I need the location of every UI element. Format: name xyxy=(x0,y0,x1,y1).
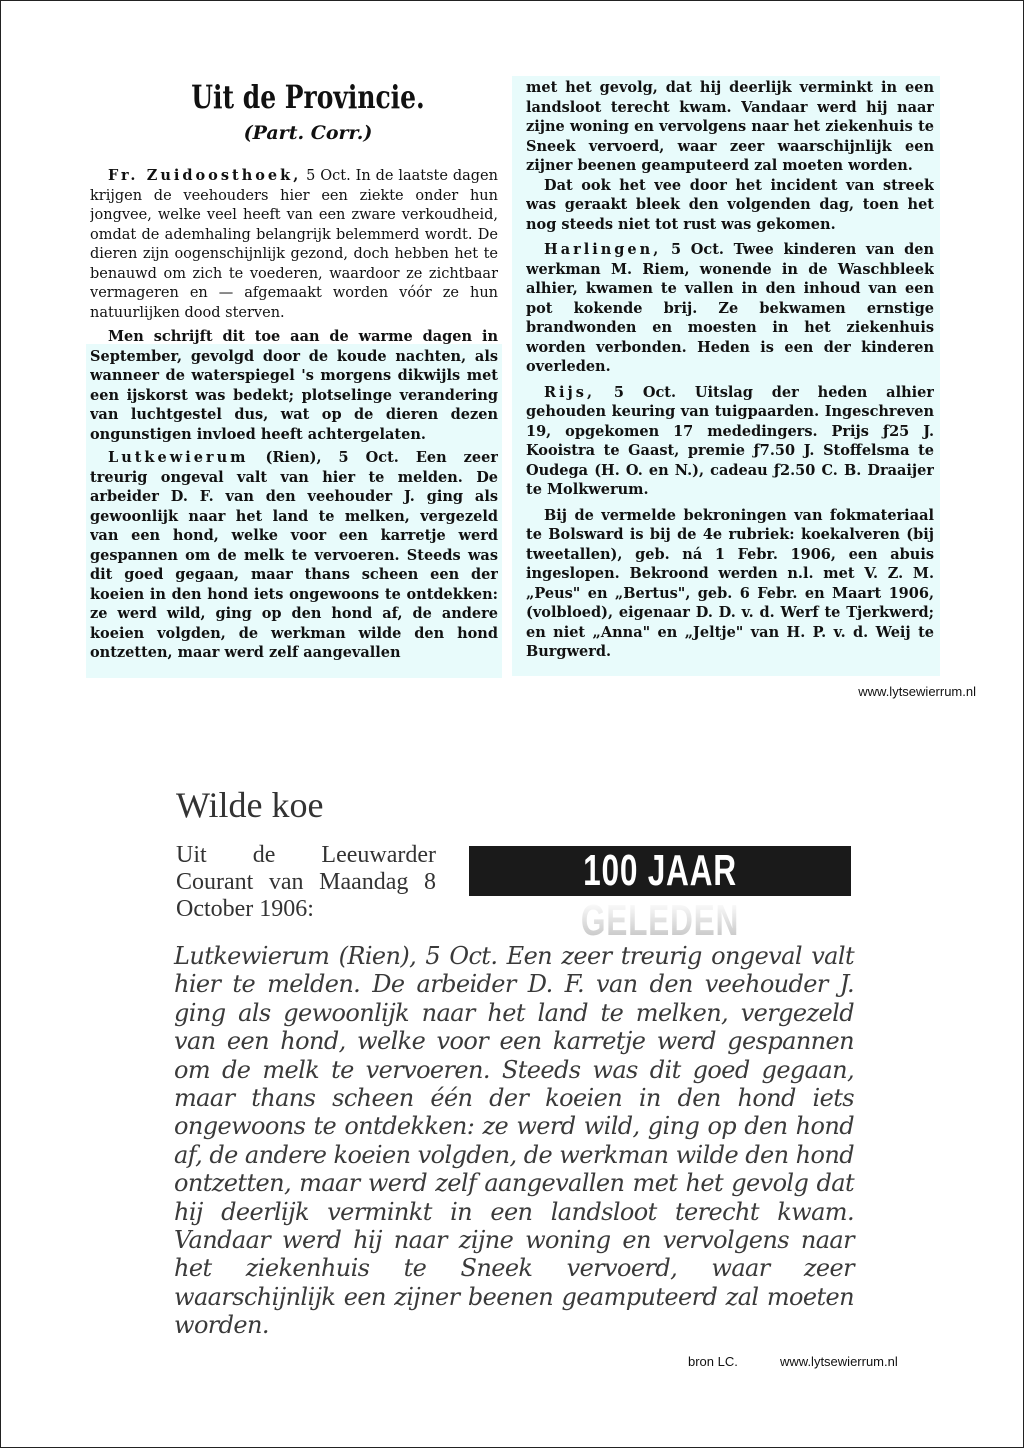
paragraph-gevolg: met het gevolg, dat hij deerlijk verminkt in een landsloot terecht kwam. Vandaar werd hij naar zijne woning en vervolgens naar het ziekenhuis te Sneek vervoerd, waar zeer waarschijnlijk een zijner beenen geamputeerd zal moeten worden. xyxy=(526,79,934,174)
source-label: bron LC. xyxy=(688,1354,738,1369)
story-body: Lutkewierum (Rien), 5 Oct. Een zeer treurig ongeval valt hier te melden. De arbeider D. F. van den veehouder J. ging als gewoonlijk naar het land te melken, vergezeld van een hond, welke voor een karretje werd gespannen om de melk te vervoeren. Steeds was dit goed gegaan, maar thans scheen één der koeien in den hond iets ongewoons te ontdekken: ze werd wild, ging op den hond af, de andere koeien volgden, de werkman wilde den hond ontzetten, maar werd zelf aangevallen met het gevolg dat hij deerlijk verminkt in een landsloot terecht kwam. Vandaar werd hij naar zijne woning en vervolgens naar het ziekenhuis te Sneek vervoerd, waar zeer waarschijnlijk een zijner beenen geamputeerd zal moeten worden. xyxy=(174,942,854,1340)
site-url-bottom: www.lytsewierrum.nl xyxy=(780,1354,898,1369)
paragraph-harlingen: Harlingen, 5 Oct. Twee kinderen van den werkman M. Riem, wonende in de Waschbleek alhier, kwamen te vallen in den inhoud van een pot kokende brij. Ze bekwamen ernstige brandwonden en moesten in het ziekenhuis worden verbonden. Heden is een der kinderen overleden. xyxy=(526,241,934,375)
paragraph-bolsward: Bij de vermelde bekroningen van fokmateriaal te Bolsward is bij de 4e rubriek: koekalveren (bij tweetallen), geb. ná 1 Febr. 1906, een abuis ingeslopen. Bekroond werden n.l. met V. Z. M. „Peus" en „Bertus", geb. 6 Febr. en Maart 1906, (volbloed), eigenaar D. D. v. d. Werf te Tjerkwerd; en niet „Anna" en „Jeltje" van H. P. v. d. Weij te Burgwerd. xyxy=(526,506,934,660)
site-url-top: www.lytsewierrum.nl xyxy=(858,684,976,699)
paragraph-vee: Dat ook het vee door het incident van streek was geraakt bleek den volgenden dag, toen het nog steeds niet tot rust was gekomen. xyxy=(526,176,934,233)
article-subheading: (Part. Corr.) xyxy=(243,122,373,144)
story-intro: Uit de Leeuwarder Courant van Maandag 8 October 1906: xyxy=(176,842,436,922)
banner-100-jaar-geleden: 100 JAAR GELEDEN xyxy=(469,846,851,896)
article-heading: Uit de Provincie. xyxy=(191,78,425,116)
paragraph-zuidoosthoek: Fr. Zuidoosthoek, 5 Oct. In de laatste dagen krijgen de veehouders hier een ziekte onder hun jongvee, welke veel heeft van een zware verkoudheid, omdat de ademhaling belangrijk belemmerd wordt. De dieren zijn oogenschijnlijk gezond, doch hebben het te benauwd om zich te voederen, waardoor ze zichtbaar vermageren en — afgemaakt worden vóór ze hun natuurlijken dood sterven. xyxy=(90,167,498,321)
right-column xyxy=(526,78,934,676)
story-title: Wilde koe xyxy=(176,785,324,825)
left-column xyxy=(90,166,498,676)
paragraph-september: Men schrijft dit toe aan de warme dagen in September, gevolgd door de koude nachten, als wanneer de waterspiegel 's morgens dikwijls met een ijskorst was bedekt; plotselinge verandering van luchtgestel dus, wat op de dieren dezen ongunstigen invloed heeft achtergelaten. xyxy=(90,328,498,443)
paragraph-rijs: Rijs, 5 Oct. Uitslag der heden alhier gehouden keuring van tuigpaarden. Ingeschreven 19, opgekomen 17 mededingers. Prijs ƒ25 J. Kooistra te Gaast, premie ƒ7.50 J. Stoffelsma te Oudega (H. O. en N.), cadeau ƒ2.50 C. B. Draaijer te Molkwerum. xyxy=(526,383,934,498)
paragraph-lutkewierum: Lutkewierum (Rien), 5 Oct. Een zeer treurig ongeval valt van hier te melden. De arbeider D. F. van den veehouder J. ging als gewoonlijk naar het land te melken, vergezeld van een hond, welke voor een karretje werd gespannen om de melk te vervoeren. Steeds was dit goed gegaan, maar thans scheen een der koeien in den hond iets ongewoons te ontdekken: ze werd wild, ging op den hond af, de andere koeien volgden, de werkman wilde den hond ontzetten, maar werd zelf aangevallen xyxy=(90,449,498,661)
